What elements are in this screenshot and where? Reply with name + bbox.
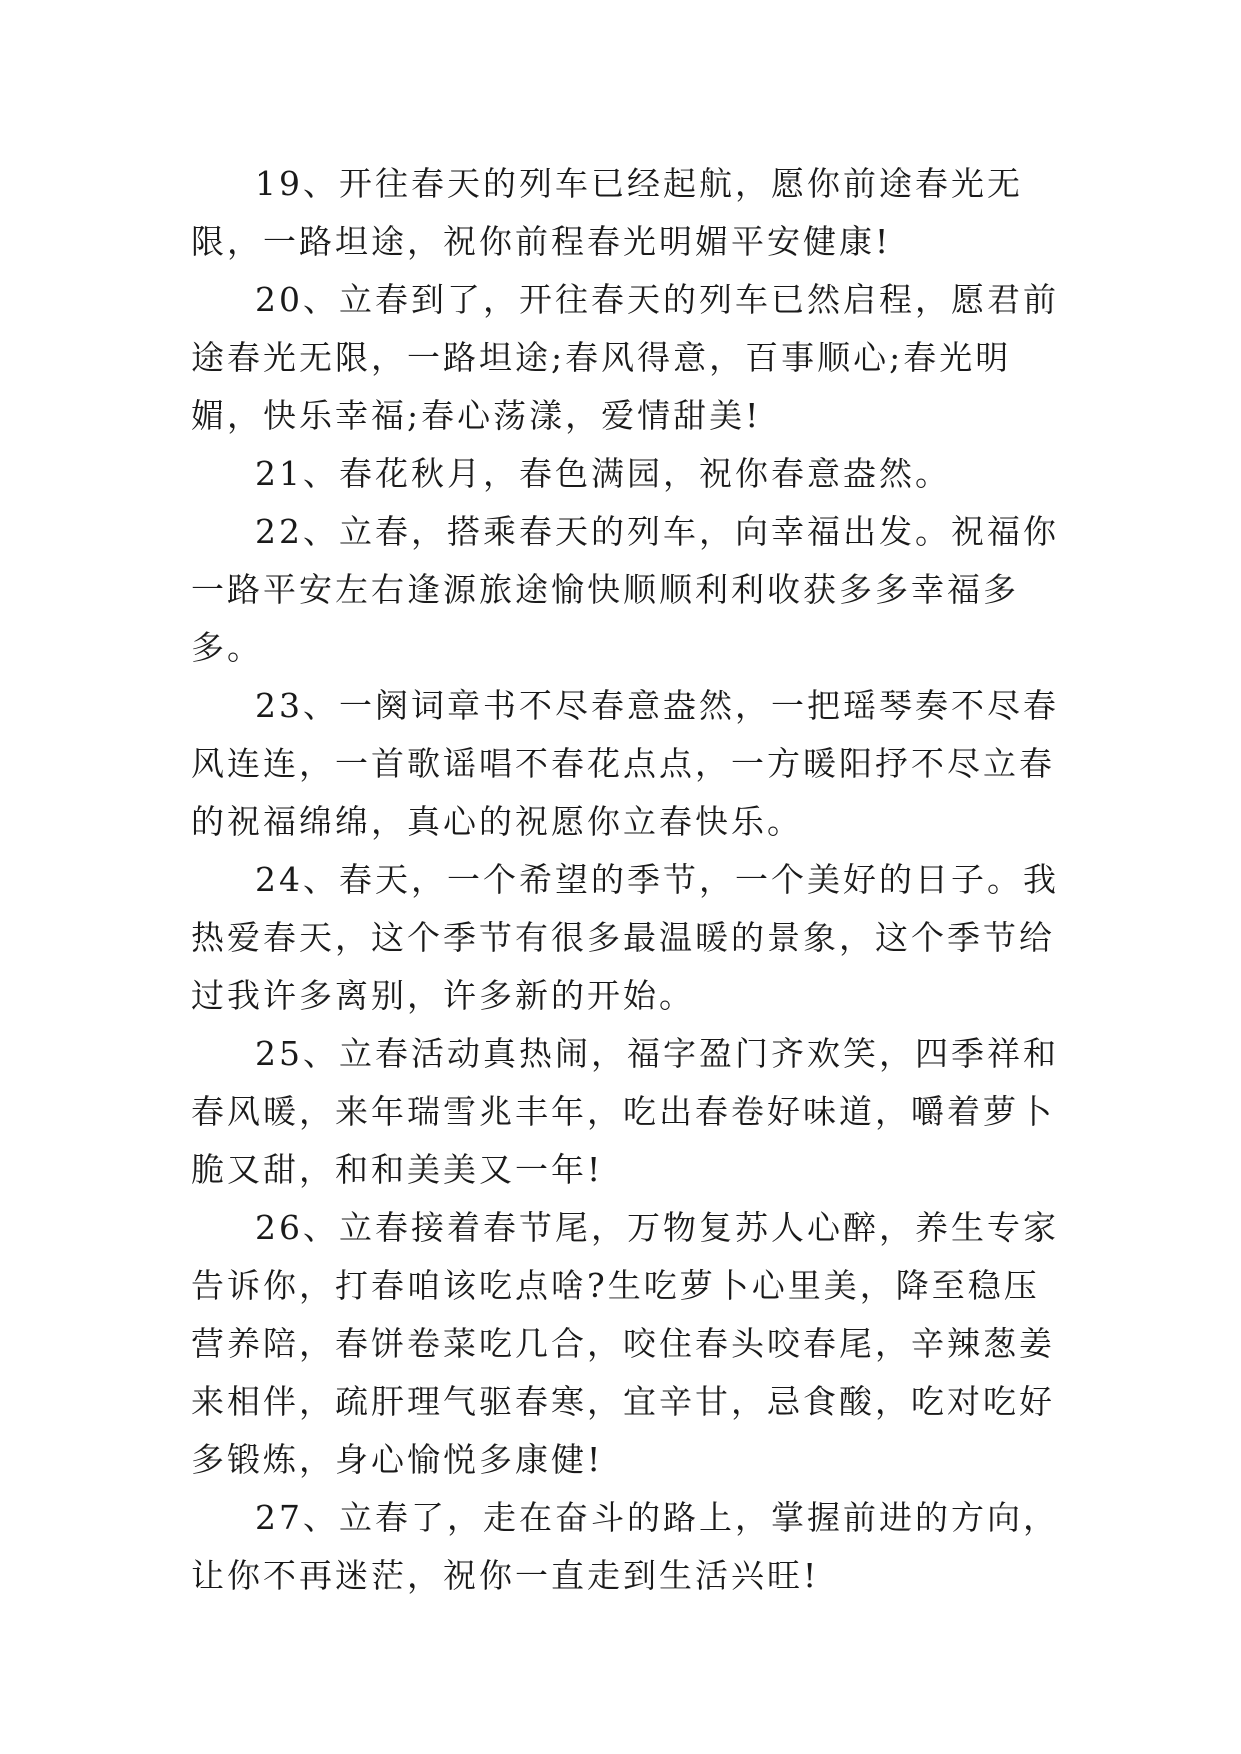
paragraph-23: 23、一阕词章书不尽春意盎然，一把瑶琴奏不尽春风连连，一首歌谣唱不春花点点，一方暖阳抒不尽立春的祝福绵绵，真心的祝愿你立春快乐。 — [191, 686, 1059, 841]
paragraph-27: 27、立春了，走在奋斗的路上，掌握前进的方向，让你不再迷茫，祝你一直走到生活兴旺! — [191, 1498, 1059, 1595]
paragraph-19: 19、开往春天的列车已经起航，愿你前途春光无限，一路坦途，祝你前程春光明媚平安健康! — [191, 164, 1023, 261]
document-body — [191, 155, 1061, 1605]
paragraph-26: 26、立春接着春节尾，万物复苏人心醉，养生专家告诉你，打春咱该吃点啥?生吃萝卜心里美，降至稳压营养陪，春饼卷菜吃几合，咬住春头咬春尾，辛辣葱姜来相伴，疏肝理气驱春寒，宜辛甘，忌食酸，吃对吃好多锻炼，身心愉悦多康健! — [191, 1208, 1059, 1479]
paragraph-20: 20、立春到了，开往春天的列车已然启程，愿君前途春光无限，一路坦途;春风得意，百事顺心;春光明媚，快乐幸福;春心荡漾，爱情甜美! — [191, 280, 1059, 435]
paragraph-24: 24、春天，一个希望的季节，一个美好的日子。我热爱春天，这个季节有很多最温暖的景象，这个季节给过我许多离别，许多新的开始。 — [191, 860, 1059, 1015]
paragraph-21: 21、春花秋月，春色满园，祝你春意盎然。 — [255, 454, 951, 493]
paragraph-22: 22、立春，搭乘春天的列车，向幸福出发。祝福你一路平安左右逢源旅途愉快顺顺利利收获多多幸福多多。 — [191, 512, 1059, 667]
paragraph-25: 25、立春活动真热闹，福字盈门齐欢笑，四季祥和春风暖，来年瑞雪兆丰年，吃出春卷好味道，嚼着萝卜脆又甜，和和美美又一年! — [191, 1034, 1059, 1189]
